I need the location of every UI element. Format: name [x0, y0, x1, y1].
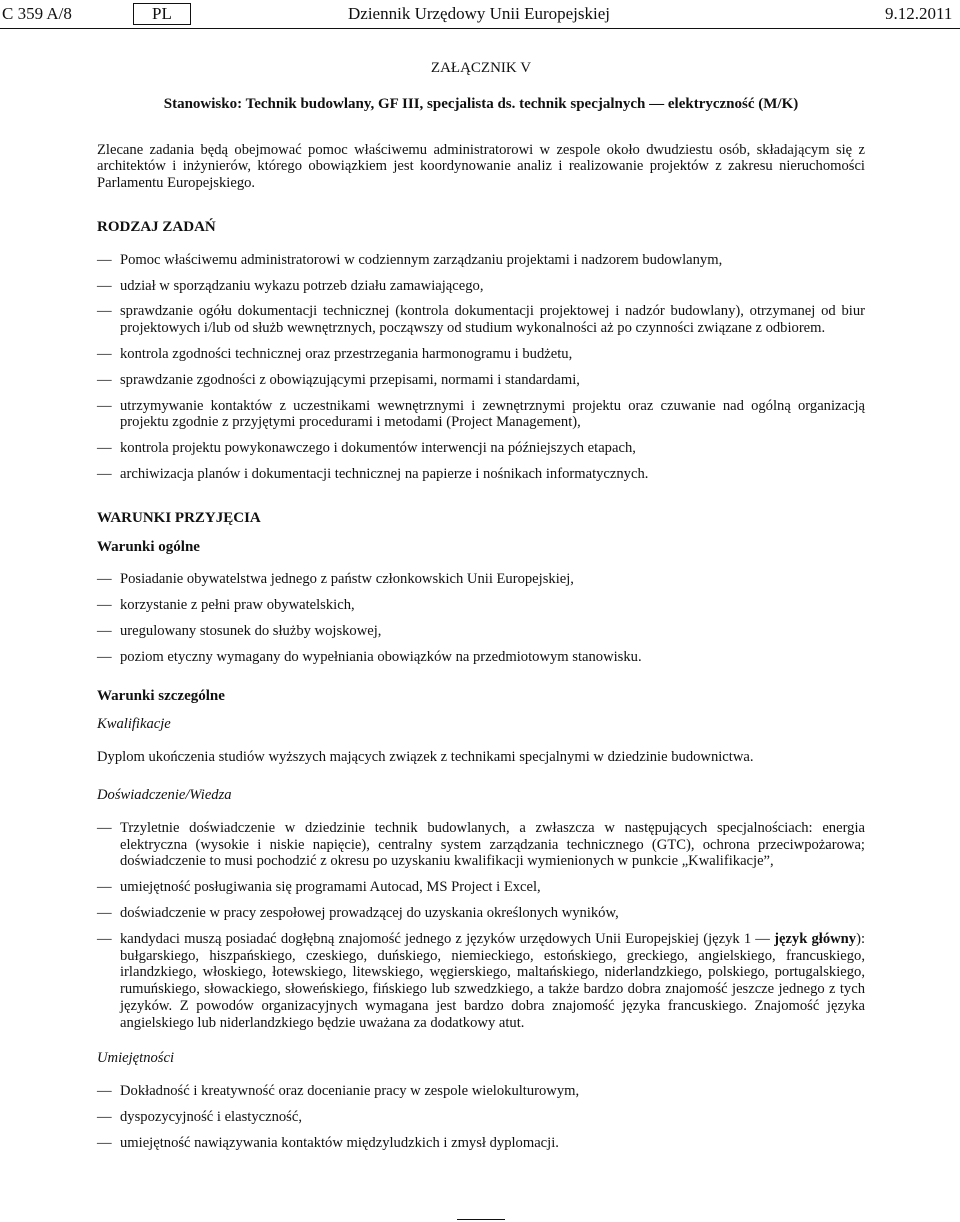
- list-item: — dyspozycyjność i elastyczność,: [97, 1109, 302, 1126]
- dash-marker: —: [97, 1109, 112, 1126]
- dash-marker: —: [97, 251, 112, 268]
- dash-marker: —: [97, 904, 112, 921]
- specific-conditions-heading: Warunki szczególne: [97, 687, 225, 704]
- dash-marker: —: [97, 397, 112, 414]
- skills-heading: Umiejętności: [97, 1050, 175, 1067]
- dash-marker: —: [97, 571, 112, 588]
- qualifications-heading: Kwalifikacje: [97, 716, 171, 733]
- list-item: — udział w sporządzaniu wykazu potrzeb działu zamawiającego,: [97, 277, 484, 294]
- list-item: — umiejętność posługiwania się programami Autocad, MS Project i Excel,: [97, 879, 541, 896]
- intro-paragraph: Zlecane zadania będą obejmować pomoc właściwemu administratorowi w zespole około dwudziestu osób, składającym się z architektów i inżynierów, którego obowiązkiem jest koordynowanie analiz i realizowanie projektów z zakresu nieruchomości Parlamentu Europejskiego.: [97, 141, 865, 192]
- general-conditions-heading: Warunki ogólne: [97, 538, 200, 555]
- dash-marker: —: [97, 371, 112, 388]
- dash-marker: —: [97, 597, 112, 614]
- experience-list: [97, 820, 865, 1032]
- general-conditions-list: [97, 571, 865, 665]
- dash-marker: —: [97, 648, 112, 665]
- list-item: — archiwizacja planów i dokumentacji technicznej na papierze i nośnikach informatycznych.: [97, 465, 649, 482]
- dash-marker: —: [97, 930, 112, 947]
- list-item: — poziom etyczny wymagany do wypełniania obowiązków na przedmiotowym stanowisku.: [97, 648, 642, 665]
- publication-date: 9.12.2011: [885, 4, 953, 23]
- dash-marker: —: [97, 303, 112, 320]
- dash-marker: —: [97, 1134, 112, 1151]
- annex-title: ZAŁĄCZNIK V: [430, 60, 532, 76]
- dash-marker: —: [97, 345, 112, 362]
- qualifications-text: Dyplom ukończenia studiów wyższych mających związek z technikami specjalnymi w dziedzinie budownictwa.: [97, 749, 754, 766]
- list-item: — doświadczenie w pracy zespołowej prowadzącej do uzyskania określonych wyników,: [97, 904, 619, 921]
- list-item: — Trzyletnie doświadczenie w dziedzinie technik budowlanych, a zwłaszcza w następujących specjalnościach: energia elektryczna (wysokie i niskie napięcie), centralny system zarządzania technicznego (GTC), ochrona przeciwpożarowa; doświadczenie to musi pochodzić z okresu po uzyskaniu kwalifikacji wymienionych w punkcie „Kwalifikacje”,: [97, 819, 865, 870]
- dash-marker: —: [97, 277, 112, 294]
- document-body: [97, 60, 865, 1152]
- list-item: — Pomoc właściwemu administratorowi w codziennym zarządzaniu projektami i nadzorem budowlanym,: [97, 251, 723, 268]
- list-item: — korzystanie z pełni praw obywatelskich,: [97, 597, 355, 614]
- list-item: — umiejętność nawiązywania kontaktów międzyludzkich i zmysł dyplomacji.: [97, 1134, 559, 1151]
- dash-marker: —: [97, 465, 112, 482]
- dash-marker: —: [97, 622, 112, 639]
- list-item: — sprawdzanie ogółu dokumentacji technicznej (kontrola dokumentacji projektowej i nadzór budowlany), otrzymanej od biur projektowych i/lub od służb wewnętrznych, począwszy od studium wykonalności aż po czynności związane z odbiorem.: [97, 303, 865, 337]
- header-rule: [0, 28, 960, 29]
- journal-reference: C 359 A/8: [2, 4, 72, 23]
- list-item: — kontrola zgodności technicznej oraz przestrzegania harmonogramu i budżetu,: [97, 345, 573, 362]
- conditions-heading: WARUNKI PRZYJĘCIA: [97, 509, 261, 526]
- language-badge: PL: [133, 3, 191, 25]
- page-header: [0, 4, 960, 26]
- dash-marker: —: [97, 1083, 112, 1100]
- main-language-label: język główny: [774, 930, 857, 947]
- list-item: — Posiadanie obywatelstwa jednego z państw członkowskich Unii Europejskiej,: [97, 571, 574, 588]
- experience-heading: Doświadczenie/Wiedza: [97, 786, 232, 803]
- list-item: — uregulowany stosunek do służby wojskowej,: [97, 622, 382, 639]
- tasks-heading: RODZAJ ZADAŃ: [97, 218, 216, 235]
- tasks-list: [97, 252, 865, 483]
- skills-list: [97, 1083, 865, 1151]
- footer-rule: [457, 1219, 505, 1220]
- list-item: — Dokładność i kreatywność oraz docenianie pracy w zespole wielokulturowym,: [97, 1083, 580, 1100]
- list-item: — utrzymywanie kontaktów z uczestnikami wewnętrznymi i zewnętrznymi projektu oraz czuwanie nad ogólną organizacją projektu zgodnie z przyjętymi procedurami i metodami (Project Management),: [97, 397, 865, 431]
- dash-marker: —: [97, 440, 112, 457]
- dash-marker: —: [97, 879, 112, 896]
- list-item: — kandydaci muszą posiadać dogłębną znajomość jednego z języków urzędowych Unii Europejskiej (język 1 — język główny): bułgarskiego, hiszpańskiego, czeskiego, duńskiego, niemieckiego, estońskiego, greckiego, angielskiego, francuskiego, irlandzkiego, włoskiego, łotewskiego, litewskiego, węgierskiego, maltańskiego, niderlandzkiego, polskiego, portugalskiego, rumuńskiego, słowackiego, słoweńskiego, fińskiego lub szwedzkiego, a także bardzo dobra znajomość jeszcze jednego z tych języków. Z powodów organizacyjnych wymagana jest bardzo dobra znajomość języka francuskiego. Znajomość języka angielskiego lub niderlandzkiego będzie uważana za dodatkowy atut.: [97, 930, 865, 1031]
- journal-title: Dziennik Urzędowy Unii Europejskiej: [348, 4, 611, 23]
- dash-marker: —: [97, 819, 112, 836]
- position-title: Stanowisko: Technik budowlany, GF III, specjalista ds. technik specjalnych — elektryczność (M/K): [163, 95, 799, 112]
- list-item: — sprawdzanie zgodności z obowiązującymi przepisami, normami i standardami,: [97, 371, 580, 388]
- list-item: — kontrola projektu powykonawczego i dokumentów interwencji na późniejszych etapach,: [97, 440, 636, 457]
